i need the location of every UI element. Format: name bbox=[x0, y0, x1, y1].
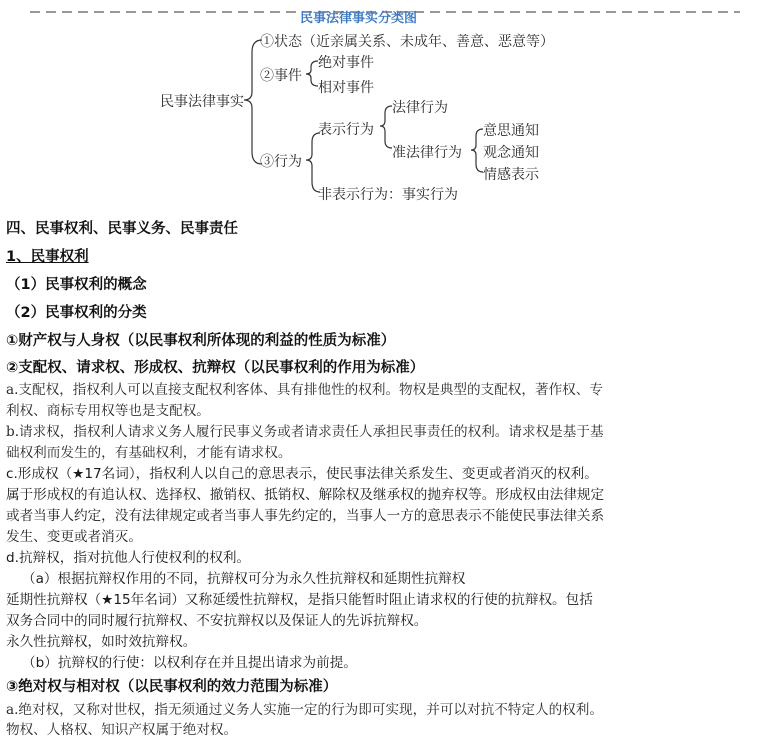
item-classification: （2）民事权利的分类 bbox=[6, 305, 147, 321]
diagram-expressive-act: 表示行为 bbox=[318, 122, 374, 138]
diagram-non-expressive-act: 非表示行为：事实行为 bbox=[318, 187, 458, 203]
para-a-line2: 利权、商标专用权等也是支配权。 bbox=[6, 403, 210, 419]
para-e-line2: 物权、人格权、知识产权属于绝对权。 bbox=[6, 722, 238, 738]
diagram-legal-act: 法律行为 bbox=[392, 100, 448, 116]
para-b-line1: b.请求权，指权利人请求义务人履行民事义务或者请求责任人承担民事责任的权利。请求权是基于基 bbox=[6, 424, 604, 440]
diagram-relative-event: 相对事件 bbox=[318, 80, 374, 96]
para-e-line1: a.绝对权，又称对世权，指无须通过义务人实施一定的行为即可实现，并可以对抗不特定人的权利。 bbox=[6, 702, 603, 718]
item-concept: （1）民事权利的概念 bbox=[6, 277, 147, 293]
para-d-b: （b）抗辩权的行使：以权利存在并且提出请求为前提。 bbox=[22, 655, 357, 671]
diagram-act: ③行为 bbox=[260, 154, 302, 170]
quasi-brace bbox=[471, 129, 483, 172]
para-c-line1: c.形成权（★17名词），指权利人以自己的意思表示，使民事法律关系发生、变更或者消灭的权利。 bbox=[6, 466, 598, 482]
para-b-line2: 础权利而发生的，有基础权利，才能有请求权。 bbox=[6, 445, 292, 461]
para-a-line1: a.支配权，指权利人可以直接支配权利客体、具有排他性的权利。物权是典型的支配权，著作权、专 bbox=[6, 382, 603, 398]
diagram-notice-of-concept: 观念通知 bbox=[483, 145, 539, 161]
para-d-permanent: 永久性抗辩权，如时效抗辩权。 bbox=[6, 634, 197, 650]
event-brace bbox=[306, 61, 318, 86]
section-heading: 四、民事权利、民事义务、民事责任 bbox=[6, 221, 238, 237]
category-dominion-claim: ②支配权、请求权、形成权、抗辩权（以民事权利的作用为标准） bbox=[6, 360, 425, 376]
diagram-event: ②事件 bbox=[260, 68, 302, 84]
diagram-absolute-event: 绝对事件 bbox=[318, 55, 374, 71]
para-d-deferred-line2: 双务合同中的同时履行抗辩权、不安抗辩权以及保证人的先诉抗辩权。 bbox=[6, 613, 428, 629]
diagram-root: 民事法律事实 bbox=[160, 94, 244, 110]
diagram-status: ①状态（近亲属关系、未成年、善意、恶意等） bbox=[260, 34, 554, 50]
subsection-civil-rights: 1、民事权利 bbox=[6, 249, 89, 265]
category-property-personal: ①财产权与人身权（以民事权利所体现的利益的性质为标准） bbox=[6, 333, 396, 349]
para-c-line2: 属于形成权的有追认权、选择权、撤销权、抵销权、解除权及继承权的抛弃权等。形成权由法律规定 bbox=[6, 487, 605, 503]
diagram-title: 民事法律事实分类图 bbox=[300, 11, 418, 26]
para-c-line4: 发生、变更或者消灭。 bbox=[6, 529, 142, 545]
diagram-emotional-expression: 情感表示 bbox=[483, 167, 539, 183]
expressive-brace bbox=[380, 106, 392, 148]
para-d-line1: d.抗辩权，指对抗他人行使权利的权利。 bbox=[6, 550, 251, 566]
diagram-quasi-legal-act: 准法律行为 bbox=[392, 145, 462, 161]
para-d-a: （a）根据抗辩权作用的不同，抗辩权可分为永久性抗辩权和延期性抗辩权 bbox=[22, 571, 466, 587]
main-brace bbox=[244, 40, 262, 164]
para-c-line3: 或者当事人约定，没有法律规定或者当事人事先约定的，当事人一方的意思表示不能使民事法律关系 bbox=[6, 508, 605, 524]
para-d-deferred-line1: 延期性抗辩权（★15年名词）又称延缓性抗辩权，是指只能暂时阻止请求权的行使的抗辩权。包括 bbox=[6, 592, 593, 608]
category-absolute-relative: ③绝对权与相对权（以民事权利的效力范围为标准） bbox=[6, 679, 338, 695]
diagram-notice-of-intention: 意思通知 bbox=[483, 123, 539, 139]
